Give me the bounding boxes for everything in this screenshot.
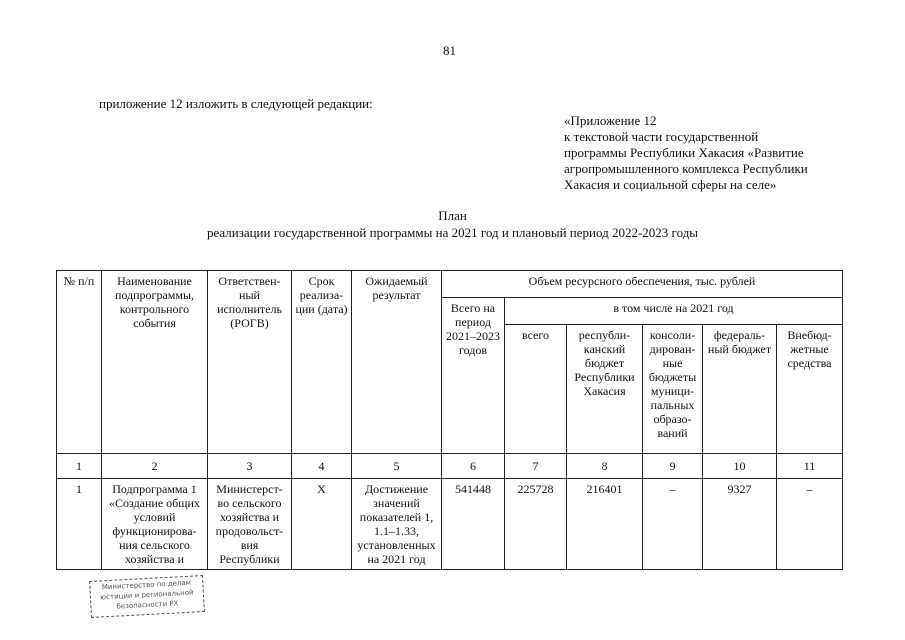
column-number: 6 <box>442 454 505 479</box>
cell-offbudget: – <box>777 479 843 570</box>
column-number: 4 <box>292 454 352 479</box>
header-municipal: консоли-дирован-ные бюджеты муници-пальных образо-ваний <box>643 325 703 454</box>
header-incl-2021: в том числе на 2021 год <box>505 298 843 325</box>
cell-term: X <box>292 479 352 570</box>
header-num: № п/п <box>57 271 102 454</box>
header-total: всего <box>505 325 567 454</box>
column-number: 11 <box>777 454 843 479</box>
stamp-line: безопасности РХ <box>116 599 179 611</box>
cell-total-period: 541448 <box>442 479 505 570</box>
cell-republic: 216401 <box>567 479 643 570</box>
column-number: 8 <box>567 454 643 479</box>
column-number-row <box>57 454 843 479</box>
header-result: Ожидаемый результат <box>352 271 442 454</box>
plan-table <box>56 270 843 570</box>
column-number: 10 <box>703 454 777 479</box>
plan-heading <box>0 207 905 241</box>
header-offbudget: Внебюд-жетные средства <box>777 325 843 454</box>
stamp-line: юстиции и региональной <box>100 588 194 602</box>
intro-text: приложение 12 изложить в следующей редакции: <box>99 96 373 111</box>
appendix-line: программы Республики Хакасия «Развитие <box>564 145 804 160</box>
column-number: 2 <box>102 454 208 479</box>
cell-municipal: – <box>643 479 703 570</box>
cell-executor: Министерст-во сельского хозяйства и продовольст-вия Республики <box>208 479 292 570</box>
cell-result: Достижение значений показателей 1, 1.1–1.33, установленных на 2021 год <box>352 479 442 570</box>
column-number: 1 <box>57 454 102 479</box>
registration-stamp <box>89 575 205 618</box>
column-number: 7 <box>505 454 567 479</box>
cell-name: Подпрограмма 1 «Создание общих условий функционирова-ния сельского хозяйства и <box>102 479 208 570</box>
table-row <box>57 479 843 570</box>
plan-title: План <box>438 208 467 223</box>
appendix-line: Хакасия и социальной сферы на селе» <box>564 177 777 192</box>
header-term: Срок реализа-ции (дата) <box>292 271 352 454</box>
plan-subtitle: реализации государственной программы на 2021 год и плановый период 2022-2023 годы <box>206 225 699 240</box>
column-number: 5 <box>352 454 442 479</box>
header-executor: Ответствен-ный исполнитель (РОГВ) <box>208 271 292 454</box>
appendix-line: «Приложение 12 <box>564 113 657 128</box>
header-federal: федераль-ный бюджет <box>703 325 777 454</box>
cell-num: 1 <box>57 479 102 570</box>
header-volume: Объем ресурсного обеспечения, тыс. рублей <box>442 271 843 298</box>
appendix-line: агропромышленного комплекса Республики <box>564 161 808 176</box>
header-total-period: Всего на период 2021–2023 годов <box>442 298 505 454</box>
column-number: 3 <box>208 454 292 479</box>
cell-total: 225728 <box>505 479 567 570</box>
page-number: 81 <box>443 43 456 58</box>
header-name: Наименование подпрограммы, контрольного события <box>102 271 208 454</box>
column-number: 9 <box>643 454 703 479</box>
cell-federal: 9327 <box>703 479 777 570</box>
appendix-line: к текстовой части государственной <box>564 129 759 144</box>
stamp-line: Министерство по делам <box>101 578 192 592</box>
appendix-caption <box>564 113 854 193</box>
header-republic: республи-канский бюджет Республики Хакасия <box>567 325 643 454</box>
table-header-row <box>57 271 843 298</box>
